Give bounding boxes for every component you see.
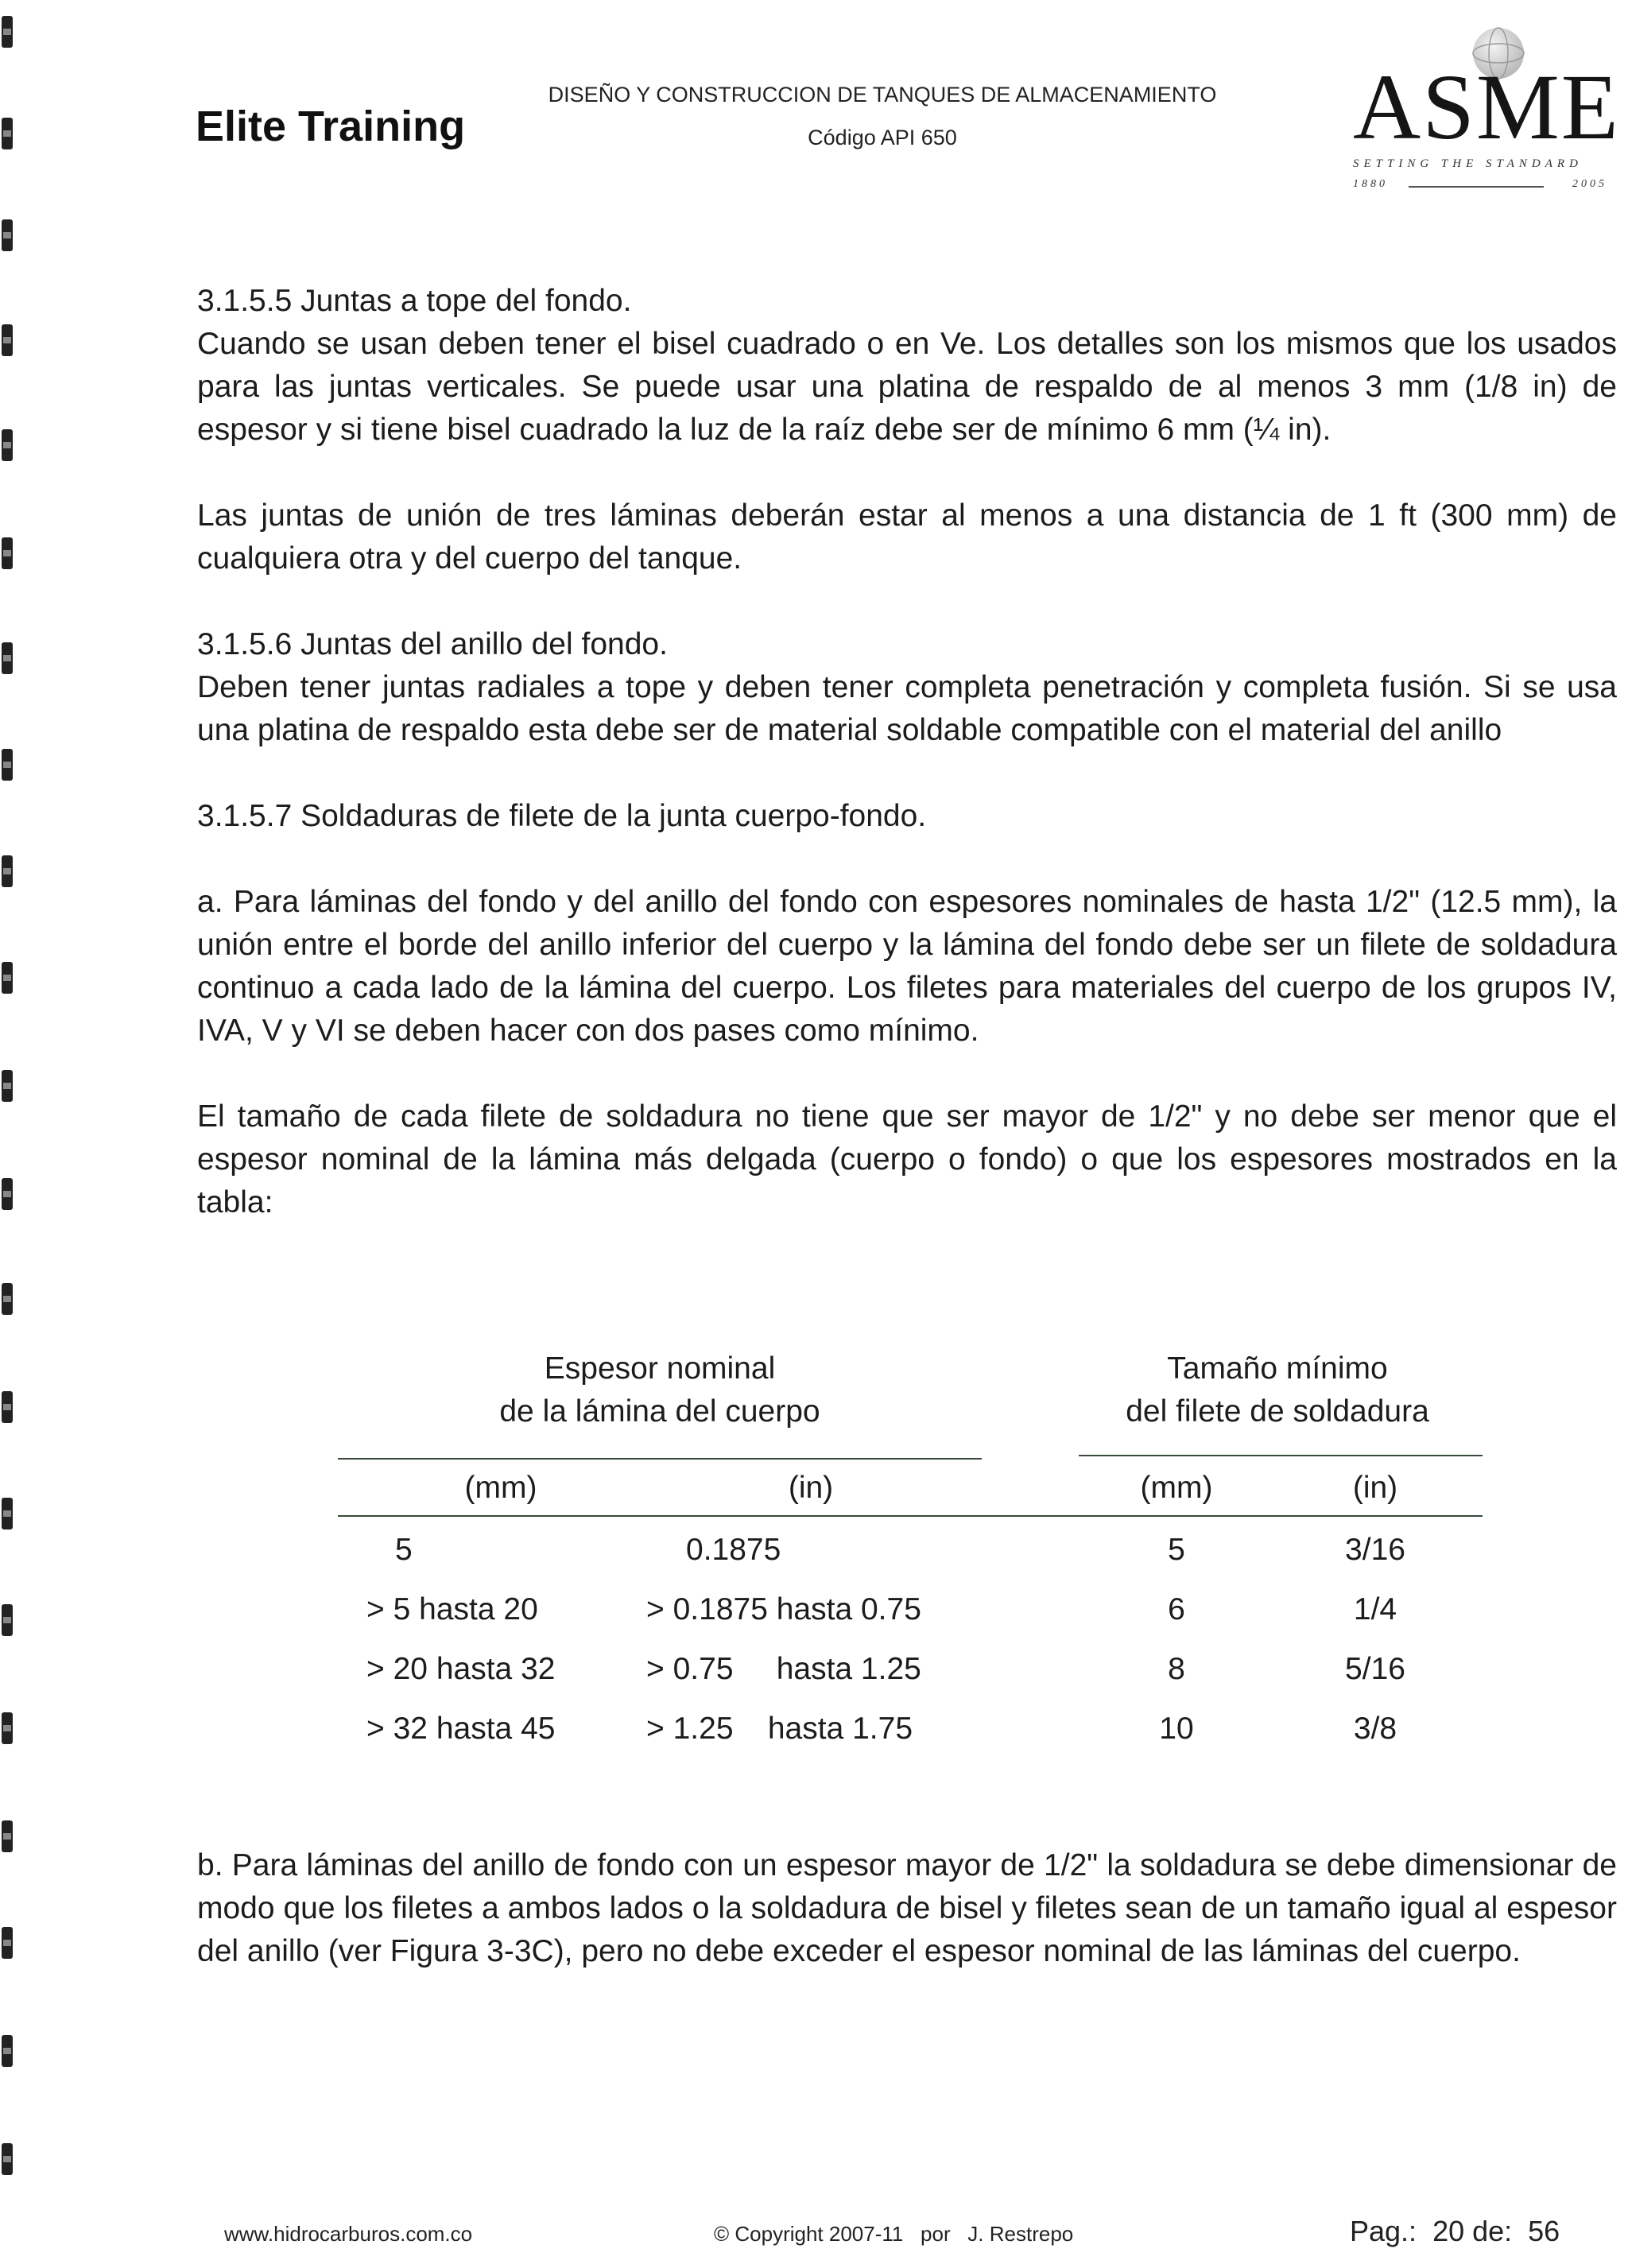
table-cell: 5 (1168, 1533, 1185, 1567)
paragraph: El tamaño de cada filete de soldadura no tiene que ser mayor de 1/2" y no debe ser menor que el espesor nominal de la lámina más delgada (cuerpo o fondo) o que los espesores mostrados en la tabla: (197, 1099, 1617, 1219)
table-cell: > 1.25 hasta 1.75 (646, 1712, 913, 1746)
section-heading: 3.1.5.5 Juntas a tope del fondo. (197, 284, 632, 318)
fillet-weld-table (338, 1351, 1483, 1749)
binding-ring (2, 642, 13, 674)
table-group-header: de la lámina del cuerpo (499, 1394, 820, 1429)
page-number: Pag.: 20 de: 56 (1350, 2215, 1560, 2247)
table-col-header: (in) (1352, 1471, 1398, 1505)
table-cell: 10 (1159, 1712, 1194, 1746)
binding-ring (2, 2143, 13, 2175)
asme-logo (1351, 22, 1620, 197)
binding-ring (2, 324, 13, 356)
binding-ring (2, 118, 13, 149)
section-heading: 3.1.5.6 Juntas del anillo del fondo. (197, 627, 668, 661)
year-end: 2005 (1572, 178, 1607, 190)
table-cell: 8 (1168, 1652, 1185, 1686)
binding-ring (2, 855, 13, 887)
paragraph: Deben tener juntas radiales a tope y deben tener completa penetración y completa fusión. Si se usa una platina de respaldo esta debe ser de material soldable compatible con el material del anillo (197, 670, 1617, 747)
binding-ring (2, 749, 13, 781)
binding-ring (2, 1283, 13, 1315)
table-cell: 6 (1168, 1592, 1185, 1626)
page-body (197, 280, 1617, 1224)
paragraph: b. Para láminas del anillo de fondo con un espesor mayor de 1/2" la soldadura se debe dimensionar de modo que los filetes a ambos lados o la soldadura de bisel y filetes sean de un tamaño igual al espesor del anillo (ver Figura 3-3C), pero no debe exceder el espesor nominal de las láminas del cuerpo. (197, 1848, 1617, 1968)
binding-ring (2, 1712, 13, 1744)
table-cell: 0.1875 (686, 1533, 781, 1567)
table-col-header: (mm) (464, 1471, 537, 1505)
table-cell: 1/4 (1353, 1592, 1397, 1626)
asme-tagline: SETTING THE STANDARD (1353, 157, 1583, 170)
footer-website: www.hidrocarburos.com.co (224, 2222, 473, 2246)
footer-copyright: © Copyright 2007-11 por J. Restrepo (714, 2222, 1074, 2246)
document-code: Código API 650 (808, 126, 957, 149)
binding-ring (2, 2035, 13, 2067)
spiral-binding (0, 0, 32, 2268)
asme-wordmark: ASME (1353, 55, 1620, 159)
table-group-header: Tamaño mínimo (1167, 1351, 1388, 1386)
table-cell: > 0.75 hasta 1.25 (646, 1652, 921, 1686)
binding-ring (2, 429, 13, 461)
table-group-header: Espesor nominal (544, 1351, 776, 1386)
table-cell: > 32 hasta 45 (366, 1712, 556, 1746)
page-body-lower (197, 1844, 1617, 1973)
binding-ring (2, 1820, 13, 1852)
year-divider (1409, 186, 1544, 188)
brand-title: Elite Training (196, 103, 466, 150)
paragraph: Cuando se usan deben tener el bisel cuadrado o en Ve. Los detalles son los mismos que los usados para las juntas verticales. Se puede usar una platina de respaldo de al menos 3 mm (1/8 in) de espesor y si tiene bisel cuadrado la luz de la raíz debe ser de mínimo 6 mm (¼ in). (197, 327, 1617, 447)
table-col-header: (in) (788, 1471, 834, 1505)
table-cell: > 20 hasta 32 (366, 1652, 556, 1686)
table-rule (338, 1515, 1483, 1517)
binding-ring (2, 1070, 13, 1102)
binding-ring (2, 1178, 13, 1210)
binding-ring (2, 962, 13, 994)
section-heading: 3.1.5.7 Soldaduras de filete de la junta cuerpo-fondo. (197, 799, 927, 833)
table-cell: 3/16 (1345, 1533, 1405, 1567)
document-title: DISEÑO Y CONSTRUCCION DE TANQUES DE ALMACENAMIENTO (548, 83, 1217, 107)
binding-ring (2, 1604, 13, 1636)
table-rule (338, 1458, 982, 1460)
binding-ring (2, 16, 13, 48)
binding-ring (2, 1498, 13, 1529)
table-group-header: del filete de soldadura (1126, 1394, 1429, 1429)
table-cell: 5 (395, 1533, 413, 1567)
asme-years (1353, 178, 1607, 191)
table-cell: 5/16 (1345, 1652, 1405, 1686)
paragraph: a. Para láminas del fondo y del anillo del fondo con espesores nominales de hasta 1/2" (12.5 mm), la unión entre el borde del anillo inferior del cuerpo y la lámina del fondo debe ser un filete de soldadura continuo a cada lado de la lámina del cuerpo. Los filetes para materiales del cuerpo de los grupos IV, IVA, V y VI se deben hacer con dos pases como mínimo. (197, 885, 1617, 1048)
binding-ring (2, 1927, 13, 1959)
table-col-header: (mm) (1140, 1471, 1213, 1505)
table-rule (1079, 1455, 1483, 1456)
binding-ring (2, 219, 13, 251)
binding-ring (2, 1391, 13, 1423)
table-cell: > 0.1875 hasta 0.75 (646, 1592, 921, 1626)
binding-ring (2, 537, 13, 569)
year-start: 1880 (1353, 178, 1388, 190)
table-cell: > 5 hasta 20 (366, 1592, 538, 1626)
table-cell: 3/8 (1353, 1712, 1397, 1746)
paragraph: Las juntas de unión de tres láminas deberán estar al menos a una distancia de 1 ft (300 mm) de cualquiera otra y del cuerpo del tanque. (197, 498, 1617, 576)
